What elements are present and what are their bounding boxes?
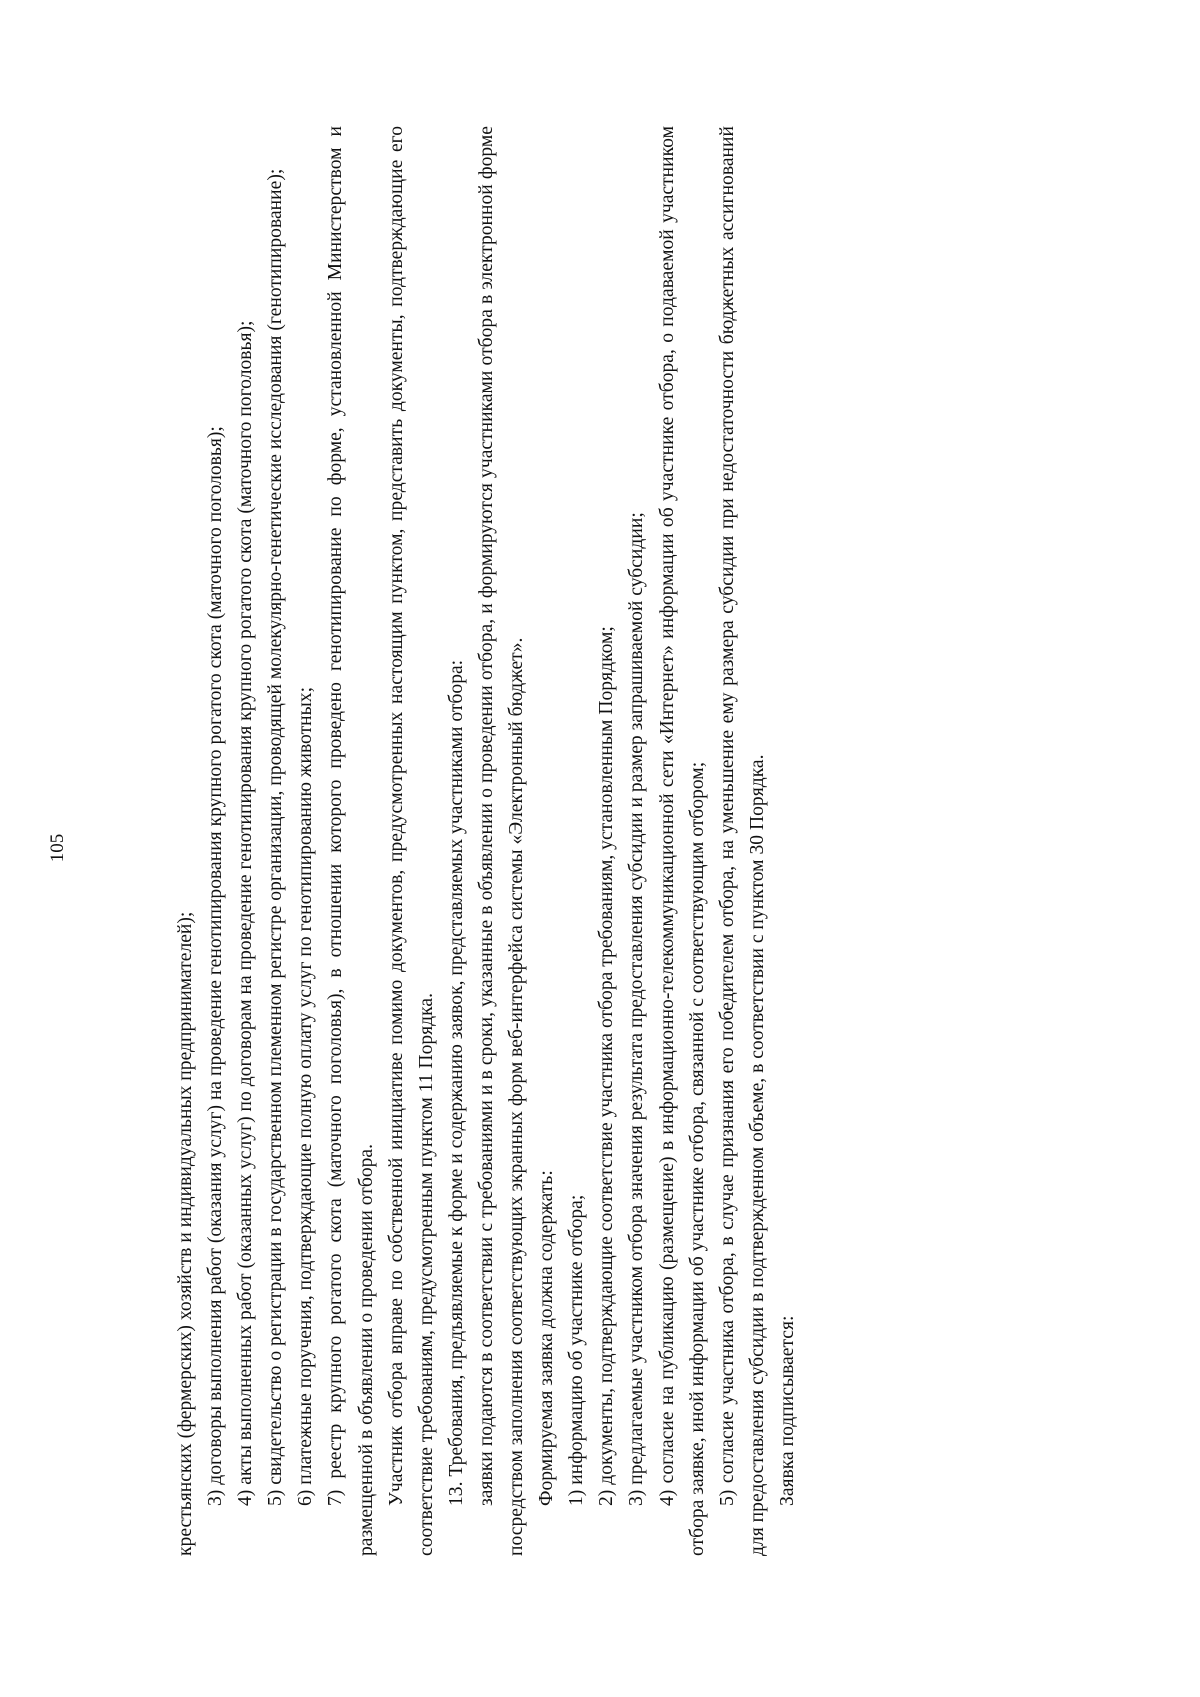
paragraph: 3) договоры выполнения работ (оказания услуг) на проведение генотипирования крупного рогатого скота (маточного поголовья);	[205, 426, 227, 1506]
paragraph: 3) предлагаемые участником отбора значения результата предоставления субсидии и размер запрашиваемой субсидии;	[626, 512, 648, 1506]
paragraph: крестьянских (фермерских) хозяйств и индивидуальных предпринимателей);	[175, 911, 196, 1556]
paragraph: 5) свидетельство о регистрации в государственном племенном регистре организации, проводящей молекулярно-генетические исследования (генотипирование);	[265, 168, 287, 1506]
paragraph: 2) документы, подтверждающие соответствие участника отбора требованиям, установленным Порядком;	[596, 626, 618, 1506]
paragraph: 5) согласие участника отбора, в случае признания его победителем отбора, на уменьшение ему размера субсидии при недостаточности бюджетных ассигнований для предоставления субсидии в подтвержденном объеме, в соответствии с пунктом 30 Порядка.	[716, 126, 768, 1556]
paragraph: 7) реестр крупного рогатого скота (маточного поголовья), в отношении которого проведено генотипирование по форме, установленной Министерством и размещенной в объявлении о проведении отбора.	[325, 126, 377, 1556]
paragraph: 4) акты выполненных работ (оказанных услуг) по договорам на проведение генотипирования крупного рогатого скота (маточного поголовья);	[235, 320, 257, 1506]
document-body	[171, 126, 803, 1556]
paragraph: Участник отбора вправе по собственной инициативе помимо документов, предусмотренных настоящим пунктом, представить документы, подтверждающие его соответствие требованиям, предусмотренным пунктом 11 Порядка.	[385, 126, 437, 1556]
page-number: 105	[47, 833, 68, 863]
paragraph: Заявка подписывается:	[776, 1315, 798, 1506]
paragraph: Формируемая заявка должна содержать:	[536, 1170, 558, 1506]
paragraph: 13. Требования, предъявляемые к форме и содержанию заявок, представляемых участниками отбора:	[445, 659, 467, 1506]
paragraph: заявки подаются в соответствии с требованиями и в сроки, указанные в объявлении о проведении отбора, и формируются участниками отбора в электронной форме посредством заполнения соответствующих экранных форм веб-интерфейса системы «Электронный бюджет».	[475, 126, 528, 1556]
paragraph: 4) согласие на публикацию (размещение) в информационно-телекоммуникационной сети «Интернет» информации об участнике отбора, о подаваемой участником отбора заявке, иной информации об участнике отбора, связанной с соответствующим отбором;	[656, 126, 708, 1556]
paragraph: 1) информацию об участнике отбора;	[566, 1194, 588, 1506]
paragraph: 6) платежные поручения, подтверждающие полную оплату услуг по генотипированию животных;	[295, 686, 317, 1506]
